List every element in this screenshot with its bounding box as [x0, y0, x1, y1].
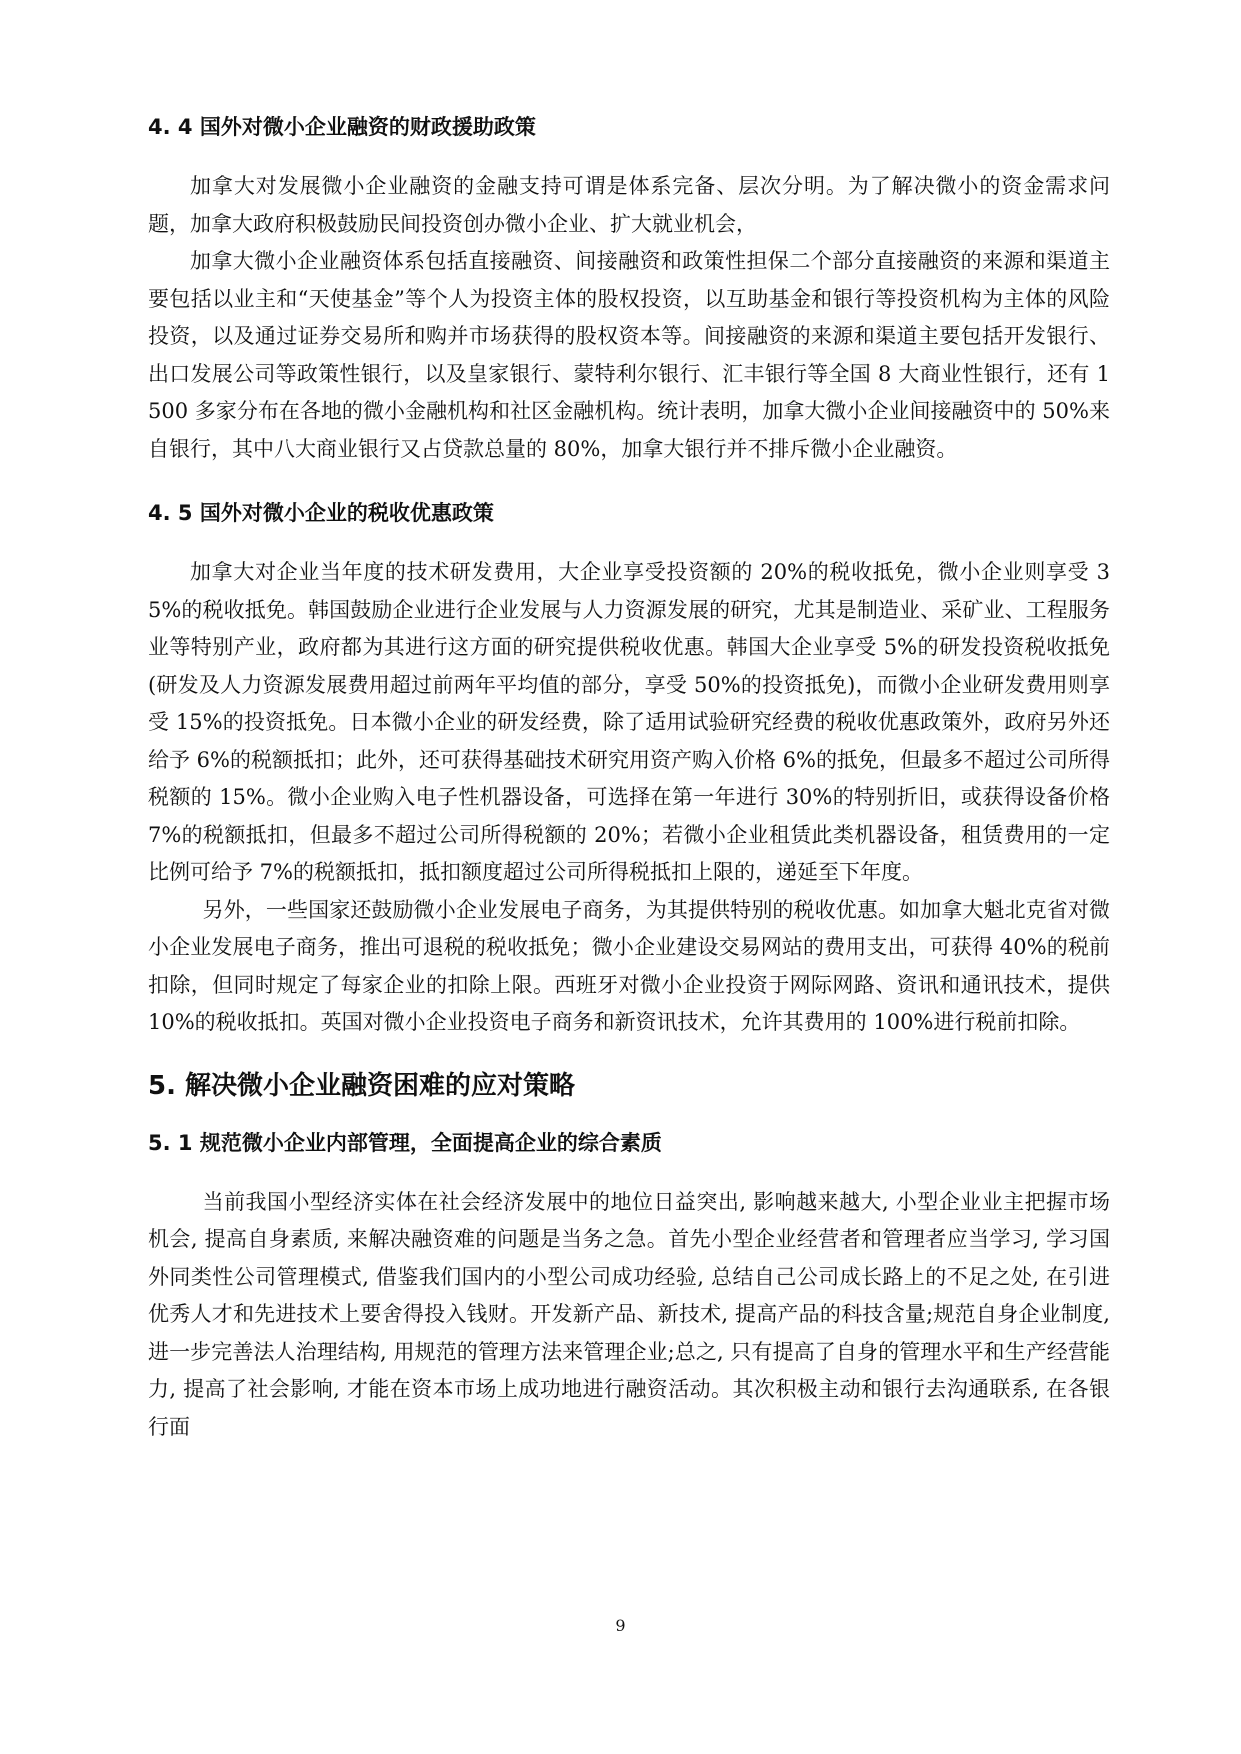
section-heading-4-5: 4. 5 国外对微小企业的税收优惠政策 [148, 501, 494, 525]
page-number: 9 [615, 1616, 626, 1635]
section-heading-5-1: 5. 1 规范微小企业内部管理，全面提高企业的综合素质 [148, 1130, 662, 1155]
paragraph-4-5-2: 另外，一些国家还鼓励微小企业发展电子商务，为其提供特别的税收优惠。如加拿大魁北克省对微小企业发展电子商务，推出可退税的税收抵免；微小企业建设交易网站的费用支出，可获得 40%的税前扣除，但同时规定了每家企业的扣除上限。西班牙对微小企业投资于网际网路、资讯和通讯技术，提供 10%的税收抵扣。英国对微小企业投资电子商务和新资讯技术，允许其费用的 100%进行税前扣除。 [148, 897, 1110, 1034]
paragraph-5-1-1: 当前我国小型经济实体在社会经济发展中的地位日益突出, 影响越来越大, 小型企业业主把握市场机会, 提高自身素质, 来解决融资难的问题是当务之急。首先小型企业经营者和管理者应当学习, 学习国外同类性公司管理模式, 借鉴我们国内的小型公司成功经验, 总结自己公司成长路上的不足之处, 在引进优秀人才和先进技术上要舍得投入钱财。开发新产品、新技术, 提高产品的科技含量;规范自身企业制度, 进一步完善法人治理结构, 用规范的管理方法来管理企业;总之, 只有提高了自身的管理水平和生产经营能力, 提高了社会影响, 才能在资本市场上成功地进行融资活动。其次积极主动和银行去沟通联系, 在各银行面 [148, 1189, 1110, 1439]
paragraph-4-5-1: 加拿大对企业当年度的技术研发费用，大企业享受投资额的 20%的税收抵免，微小企业则享受 35%的税收抵免。韩国鼓励企业进行企业发展与人力资源发展的研究，尤其是制造业、采矿业、工程服务业等特别产业，政府都为其进行这方面的研究提供税收优惠。韩国大企业享受 5%的研发投资税收抵免(研发及人力资源发展费用超过前两年平均值的部分，享受 50%的投资抵免)，而微小企业研发费用则享受 15%的投资抵免。日本微小企业的研发经费，除了适用试验研究经费的税收优惠政策外，政府另外还给予 6%的税额抵扣；此外，还可获得基础技术研究用资产购入价格 6%的抵免，但最多不超过公司所得税额的 15%。微小企业购入电子性机器设备，可选择在第一年进行 30%的特别折旧，或获得设备价格 7%的税额抵扣，但最多不超过公司所得税额的 20%；若微小企业租赁此类机器设备，租赁费用的一定比例可给予 7%的税额抵扣，抵扣额度超过公司所得税抵扣上限的，递延至下年度。 [148, 560, 1110, 884]
chapter-heading-5: 5. 解决微小企业融资困难的应对策略 [148, 1070, 576, 1101]
document-page [148, 112, 1110, 1446]
paragraph-4-4-2: 加拿大微小企业融资体系包括直接融资、间接融资和政策性担保二个部分直接融资的来源和渠道主要包括以业主和“天使基金”等个人为投资主体的股权投资，以互助基金和银行等投资机构为主体的风险投资，以及通过证券交易所和购并市场获得的股权资本等。间接融资的来源和渠道主要包括开发银行、出口发展公司等政策性银行，以及皇家银行、蒙特利尔银行、汇丰银行等全国 8 大商业性银行，还有 1500 多家分布在各地的微小金融机构和社区金融机构。统计表明，加拿大微小企业间接融资中的 50%来自银行，其中八大商业银行又占贷款总量的 80%，加拿大银行并不排斥微小企业融资。 [148, 249, 1110, 461]
paragraph-4-4-1: 加拿大对发展微小企业融资的金融支持可谓是体系完备、层次分明。为了解决微小的资金需求问题，加拿大政府积极鼓励民间投资创办微小企业、扩大就业机会， [148, 174, 1110, 236]
section-heading-4-4: 4. 4 国外对微小企业融资的财政援助政策 [148, 115, 536, 139]
